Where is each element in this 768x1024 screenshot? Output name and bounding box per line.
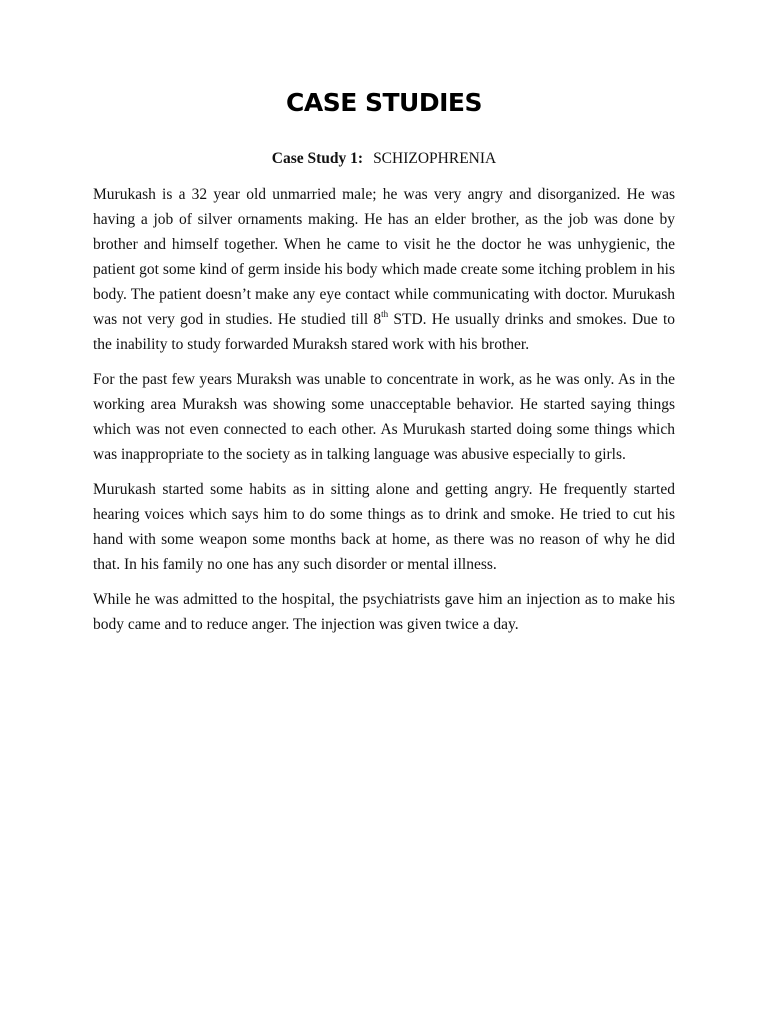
case-study-heading bbox=[93, 150, 675, 168]
paragraph-4: While he was admitted to the hospital, the psychiatrists gave him an injection as to make his body came and to reduce anger. The injection was given twice a day. bbox=[93, 591, 675, 633]
ordinal-superscript: th bbox=[381, 308, 389, 319]
case-study-topic: SCHIZOPHRENIA bbox=[373, 150, 497, 167]
paragraph-1-text-b: STD. He usually drinks and smokes. Due to the inability to study forwarded Muraksh stared work with his brother. bbox=[93, 311, 676, 353]
paragraph-1-text-a: Murukash is a 32 year old unmarried male; he was very angry and disorganized. He was having a job of silver ornaments making. He has an elder brother, as the job was done by brother and himself together. When he came to visit he the doctor he was unhygienic, the patient got some kind of germ inside his body which made create some itching problem in his body. The patient doesn’t make any eye contact while communicating with doctor. Murukash was not very god in studies. He studied till 8 bbox=[93, 186, 675, 328]
paragraph-2: For the past few years Muraksh was unable to concentrate in work, as he was only. As in the working area Muraksh was showing some unacceptable behavior. He started saying things which was not even connected to each other. As Murukash started doing some things which was inappropriate to the society as in talking language was abusive especially to girls. bbox=[93, 371, 675, 463]
document-body bbox=[93, 182, 675, 647]
document-title: CASE STUDIES bbox=[286, 88, 482, 117]
paragraph-3: Murukash started some habits as in sitting alone and getting angry. He frequently started hearing voices which says him to do some things as to drink and smoke. He tried to cut his hand with some weapon some months back at home, as there was no reason of why he did that. In his family no one has any such disorder or mental illness. bbox=[93, 481, 675, 573]
case-study-label: Case Study 1: bbox=[271, 150, 364, 167]
paragraph-1 bbox=[93, 182, 675, 357]
